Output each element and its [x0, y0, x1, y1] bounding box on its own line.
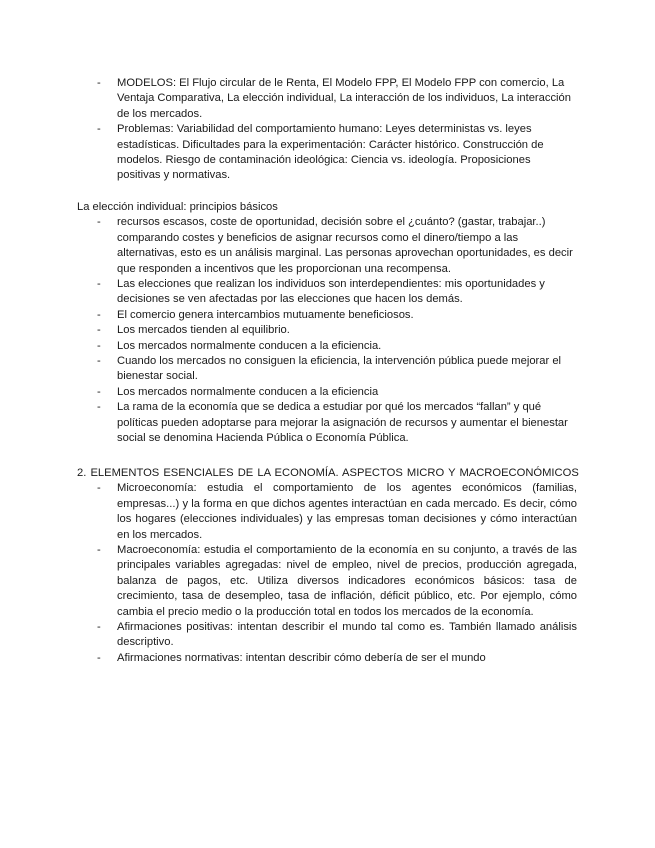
list-item-text: Macroeconomía: estudia el comportamiento de la economía en su conjunto, a través de las principales variables agregadas: nivel de empleo, nivel de precios, producción agregada, balanza de pagos, etc. Utiliza diversos indicadores económicos básicos: tasa de crecimiento, tasa de desempleo, tasa de inflación, déficit público, etc. Por ejemplo, cómo cambia el precio medio o la producción total en todos los mercados de la economía. [117, 544, 577, 618]
list-item [77, 354, 577, 385]
list-item [77, 215, 577, 277]
section-heading: La elección individual: principios básicos [77, 201, 278, 213]
list-item [77, 76, 577, 122]
list-item-text: Afirmaciones positivas: intentan describir el mundo tal como es. También llamado análisis descriptivo. [117, 621, 577, 649]
dash-bullet: - [97, 216, 101, 229]
list-item [77, 651, 577, 666]
dash-bullet: - [97, 385, 101, 398]
section-models [77, 76, 577, 184]
list-item [77, 339, 577, 354]
list-item-text: Microeconomía: estudia el comportamiento de los agentes económicos (familias, empresas...) y la forma en que dichos agentes interactúan en cada mercado. Es decir, cómo los hogares (elecciones individuales) y las empresas toman decisiones y cómo interactúan en los mercados. [117, 482, 577, 541]
list-item [77, 122, 577, 184]
list-item-text: Afirmaciones normativas: intentan describir cómo debería de ser el mundo [117, 651, 486, 664]
dash-bullet: - [97, 123, 101, 136]
list-item-text: Problemas: Variabilidad del comportamiento humano: Leyes deterministas vs. leyes estadísticas. Dificultades para la experimentación: Carácter histórico. Construcción de modelos. Riesgo de contaminación ideológica: Ciencia vs. ideología. Proposiciones positivas y normativas. [117, 123, 544, 182]
section-micro-macro [77, 466, 579, 666]
list-item-text: El comercio genera intercambios mutuamente beneficiosos. [117, 308, 414, 321]
list-item-text: Cuando los mercados no consiguen la eficiencia, la intervención pública puede mejorar el bienestar social. [117, 355, 562, 383]
principles-list [77, 215, 577, 446]
dash-bullet: - [97, 77, 101, 89]
list-item [77, 323, 577, 338]
list-item [77, 308, 577, 323]
list-item-text: Los mercados normalmente conducen a la eficiencia [117, 385, 379, 398]
models-list [77, 76, 577, 184]
list-item [77, 400, 577, 446]
dash-bullet: - [97, 278, 101, 291]
dash-bullet: - [97, 651, 101, 664]
section-individual-choice [77, 200, 607, 447]
list-item [77, 620, 577, 651]
dash-bullet: - [97, 544, 101, 557]
list-item [77, 277, 577, 308]
dash-bullet: - [97, 355, 101, 368]
dash-bullet: - [97, 324, 101, 337]
list-item [77, 543, 577, 620]
dash-bullet: - [97, 482, 101, 495]
list-item-text: recursos escasos, coste de oportunidad, decisión sobre el ¿cuánto? (gastar, trabajar..) comparando costes y beneficios de asignar recursos como el dinero/tiempo a las alternativas, esto es un análisis marginal. Las personas aprovechan oportunidades, es decir que responden a incentivos que les proporcionan una recompensa. [117, 216, 573, 275]
list-item [77, 481, 577, 543]
list-item-text: MODELOS: El Flujo circular de le Renta, El Modelo FPP, El Modelo FPP con comercio, La Ventaja Comparativa, La elección individual, La interacción de los individuos, La interacción de los mercados. [117, 77, 571, 120]
list-item-text: Los mercados tienden al equilibrio. [117, 324, 290, 337]
list-item [77, 385, 577, 400]
list-item-text: Los mercados normalmente conducen a la eficiencia. [117, 339, 382, 352]
dash-bullet: - [97, 621, 101, 634]
dash-bullet: - [97, 401, 101, 414]
list-item-text: Las elecciones que realizan los individuos son interdependientes: mis oportunidades y decisiones se ven afectadas por las elecciones que hacen los demás. [117, 278, 545, 306]
list-item-text: La rama de la economía que se dedica a estudiar por qué los mercados “fallan” y qué políticas pueden adoptarse para mejorar la asignación de recursos y aumentar el bienestar social se denomina Hacienda Pública o Economía Pública. [117, 401, 568, 445]
elements-list [77, 481, 577, 666]
section-heading: 2. ELEMENTOS ESENCIALES DE LA ECONOMÍA. ASPECTOS MICRO Y MACROECONÓMICOS [77, 467, 579, 479]
dash-bullet: - [97, 308, 101, 321]
dash-bullet: - [97, 339, 101, 352]
